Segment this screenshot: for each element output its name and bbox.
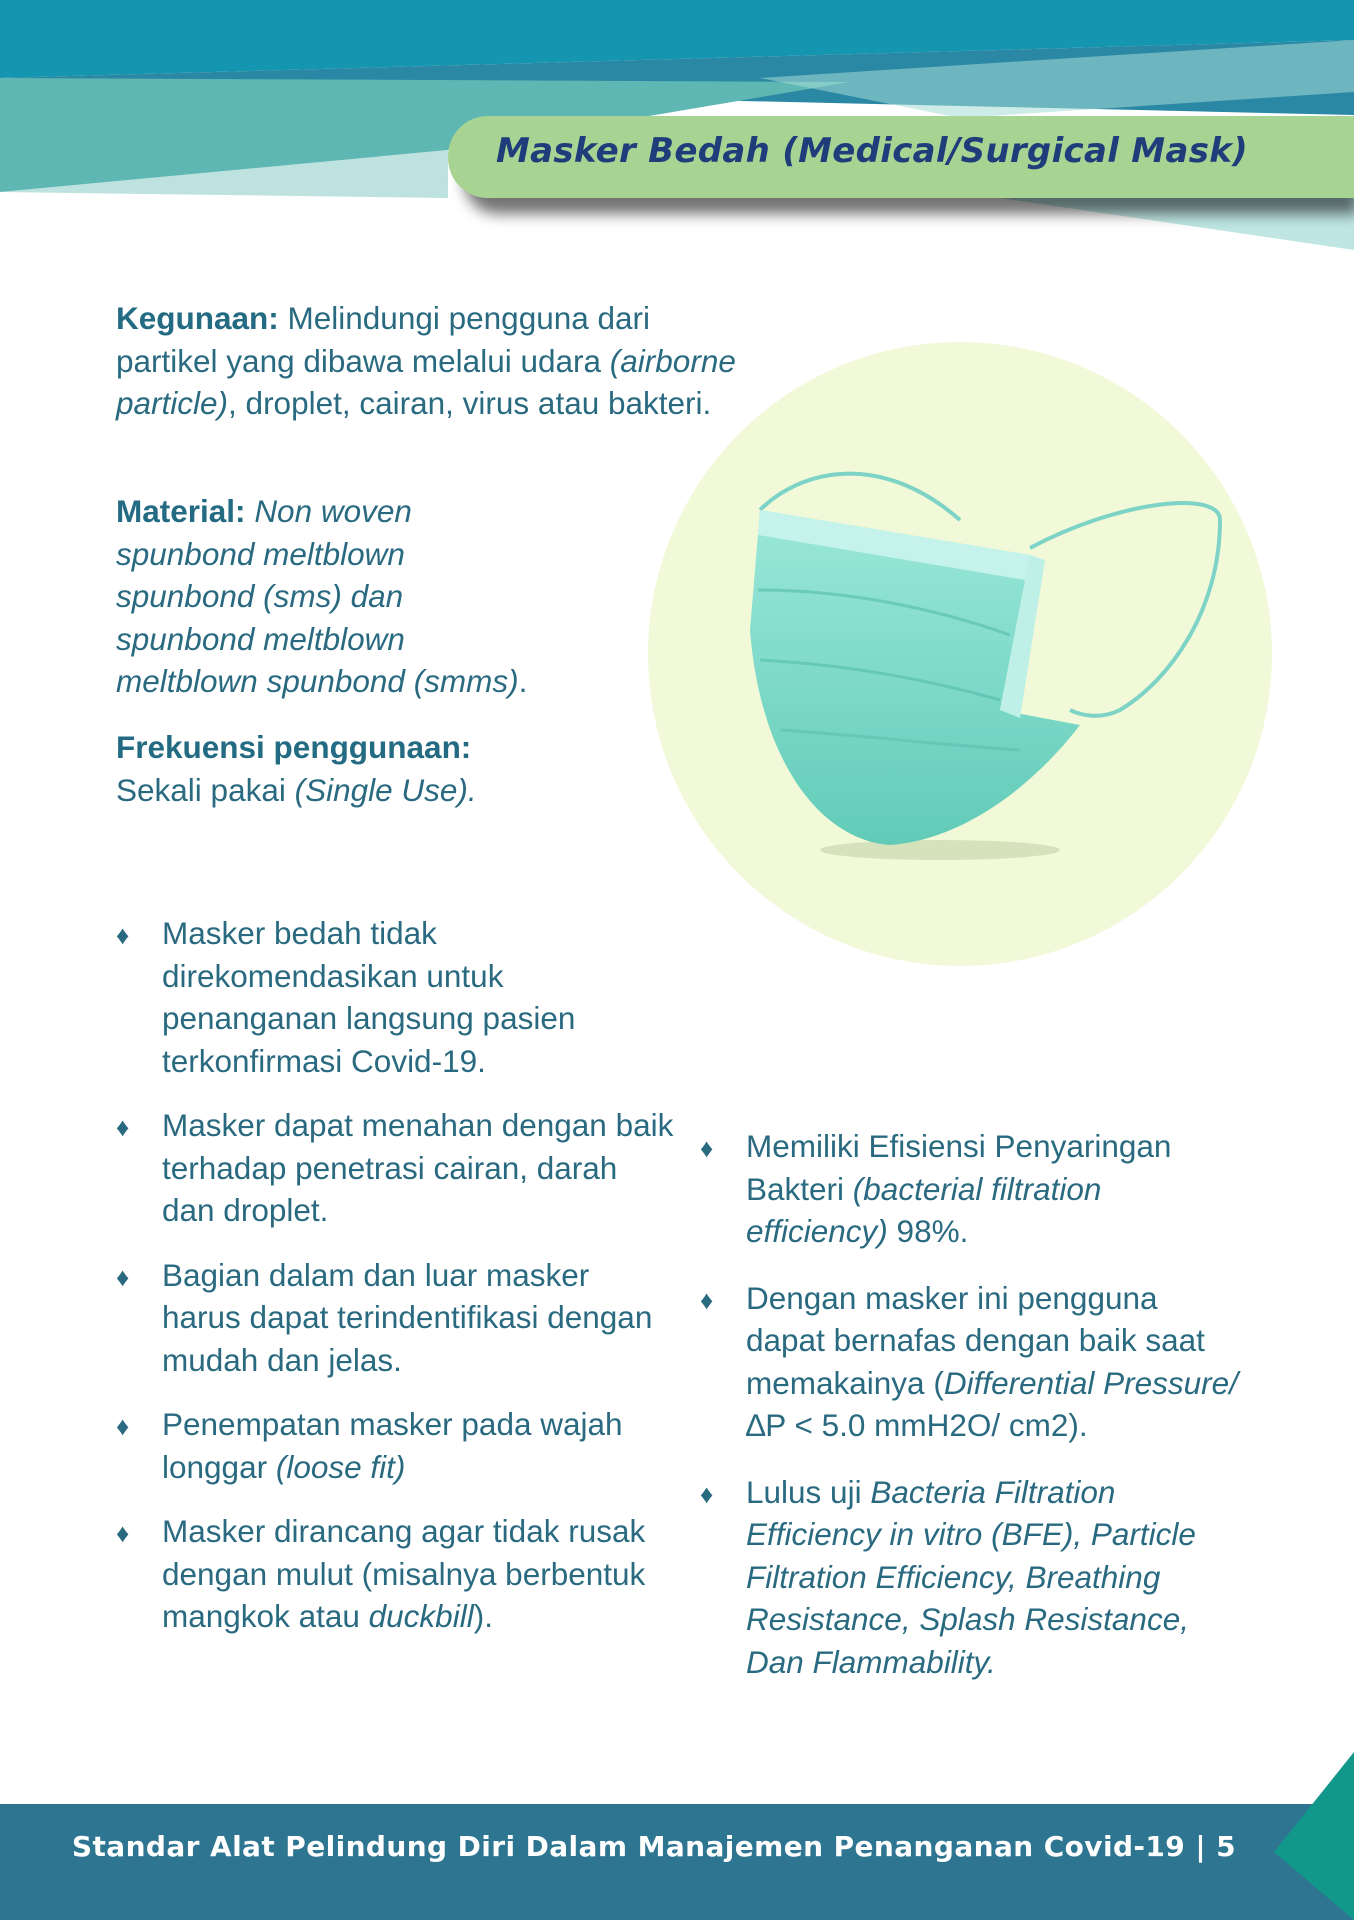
bullet-diamond-icon: ♦ (116, 1112, 130, 1142)
bullet-diamond-icon: ♦ (116, 920, 130, 950)
bullet-diamond-icon: ♦ (116, 1411, 130, 1441)
kegunaan-italic: (airborne particle) (116, 342, 736, 421)
frekuensi-paragraph (116, 726, 676, 811)
kegunaan-text-end: , droplet, cairan, virus atau bakteri. (228, 385, 712, 421)
title-banner (448, 116, 1354, 198)
bullet-diamond-icon: ♦ (116, 1518, 130, 1548)
material-italic: Non woven spunbond meltblown spunbond (sms) dan spunbond meltblown meltblown spunbond (smms) (116, 493, 519, 699)
list-item: ♦ Lulus uji Bacteria Filtration Efficiency in vitro (BFE), Particle Filtration Efficiency, Breathing Resistance, Splash Resistance, Dan Flammability. (700, 1473, 1196, 1680)
material-end: . (518, 663, 528, 699)
footer-bar (0, 1804, 1354, 1920)
list-item: ♦ Masker dirancang agar tidak rusak dengan mulut (misalnya berbentuk mangkok atau duckbill). (116, 1513, 646, 1634)
kegunaan-text: Melindungi pengguna dari partikel yang dibawa melalui udara (116, 300, 651, 379)
list-item: ♦ Dengan masker ini pengguna dapat bernafas dengan baik saat memakainya (Differential Pressure/∆P < 5.0 mmH2O/ cm2). (700, 1279, 1238, 1443)
list-item: ♦ Penempatan masker pada wajah longgar (loose fit) (116, 1406, 623, 1485)
left-bullet-list (116, 912, 676, 1638)
kegunaan-label: Kegunaan: (116, 300, 279, 336)
list-item: ♦ Masker bedah tidak direkomendasikan untuk penanganan langsung pasien terkonfirmasi Covid-19. (116, 915, 576, 1079)
corner-decoration (1234, 1752, 1354, 1920)
page-title: Masker Bedah (Medical/Surgical Mask) (496, 131, 1248, 171)
footer-text: Standar Alat Pelindung Diri Dalam Manajemen Penanganan Covid-19 | 5 (71, 1830, 1236, 1863)
list-item: ♦ Bagian dalam dan luar masker harus dapat terindentifikasi dengan mudah dan jelas. (116, 1256, 653, 1378)
list-item: ♦ Memiliki Efisiensi Penyaringan Bakteri (bacterial filtration efficiency) 98%. (700, 1128, 1172, 1249)
bullet-diamond-icon: ♦ (700, 1133, 714, 1163)
list-item: ♦ Masker dapat menahan dengan baik terhadap penetrasi cairan, darah dan droplet. (116, 1107, 674, 1228)
right-bullet-list (700, 1125, 1240, 1683)
material-label: Material: (116, 493, 246, 529)
material-paragraph (116, 490, 536, 703)
bullet-diamond-icon: ♦ (700, 1284, 714, 1315)
kegunaan-paragraph (116, 297, 736, 425)
bullet-diamond-icon: ♦ (116, 1261, 130, 1292)
bullet-diamond-icon: ♦ (700, 1478, 714, 1509)
frekuensi-italic: (Single Use). (294, 771, 477, 808)
surgical-mask-image (700, 460, 1260, 880)
frekuensi-text: Sekali pakai (116, 771, 295, 808)
frekuensi-label: Frekuensi penggunaan: (116, 729, 472, 765)
